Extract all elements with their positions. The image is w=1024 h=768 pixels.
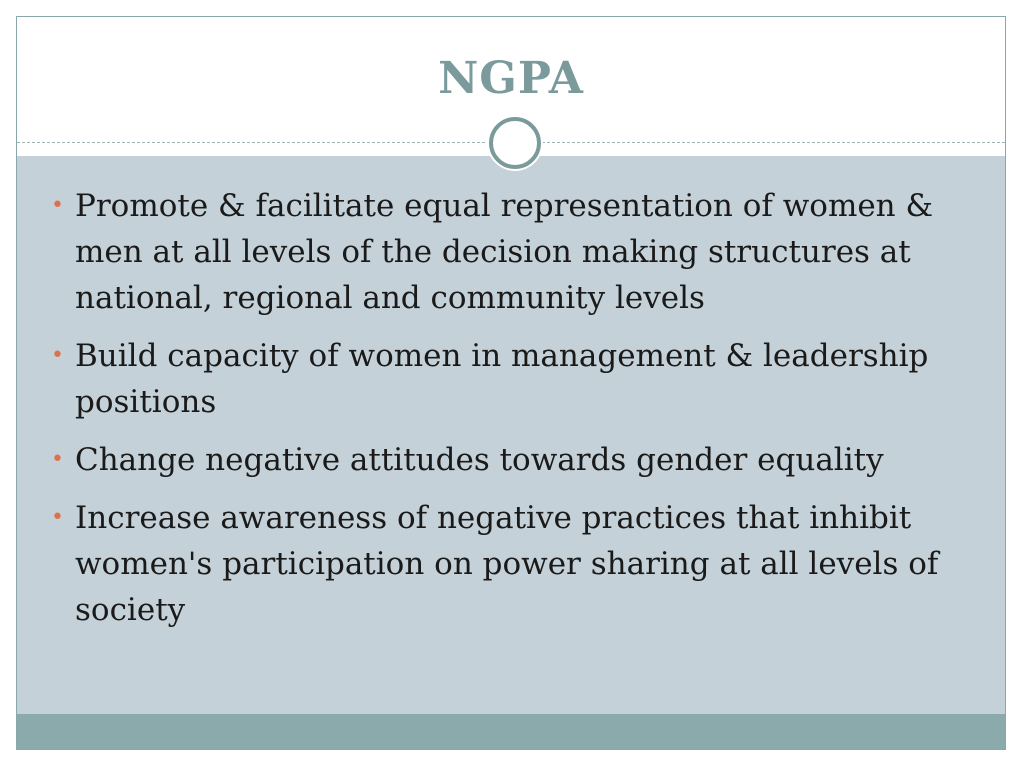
divider-ornament-circle-icon: [489, 117, 541, 169]
bullet-item: [45, 495, 975, 633]
bullet-marker-icon: •: [51, 343, 64, 368]
bullet-text: Change negative attitudes towards gender equality: [75, 442, 884, 478]
slide-title: NGPA: [438, 53, 584, 104]
bullet-marker-icon: •: [51, 193, 64, 218]
bullet-marker-icon: •: [51, 505, 64, 530]
bullet-item: [45, 437, 975, 483]
bullet-item: [45, 183, 975, 321]
bullet-text: Increase awareness of negative practices that inhibit women's participation on power sharing at all levels of society: [75, 500, 939, 628]
bullet-item: [45, 333, 975, 425]
bullet-text: Promote & facilitate equal representation of women & men at all levels of the decision making structures at national, regional and community levels: [75, 188, 934, 316]
slide: [16, 16, 1006, 750]
bullet-marker-icon: •: [51, 447, 64, 472]
bullet-text: Build capacity of women in management & leadership positions: [75, 338, 929, 420]
bullet-list: [45, 183, 975, 645]
footer-bar: [17, 714, 1005, 749]
